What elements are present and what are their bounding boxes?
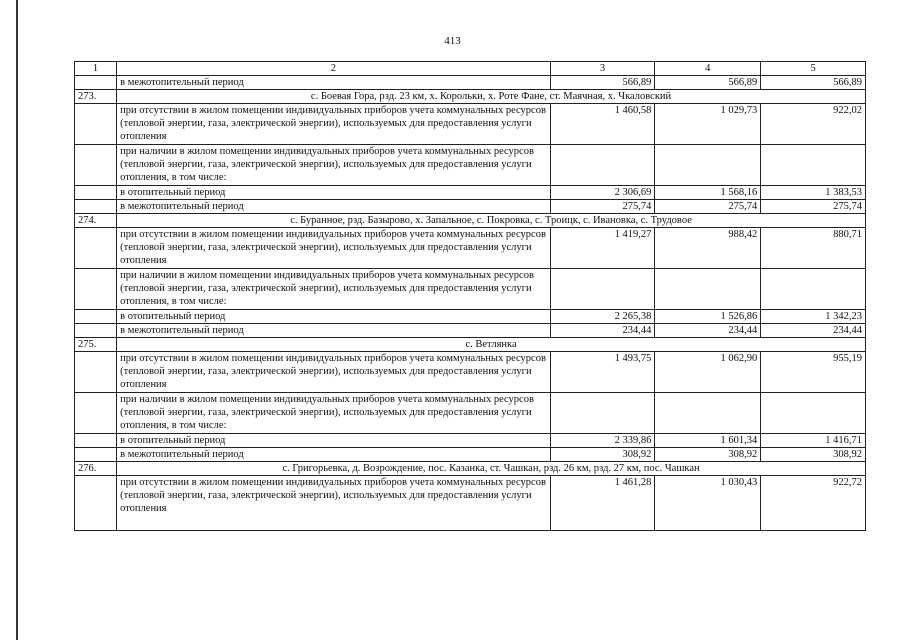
- value-col-5: 275,74: [761, 200, 866, 214]
- value-col-5: 880,71: [761, 228, 866, 269]
- value-col-4: 1 601,34: [655, 434, 761, 448]
- tariff-table-body: [75, 62, 866, 531]
- row-number-cell: [75, 200, 117, 214]
- row-number-cell: [75, 393, 117, 434]
- row-label: в межотопительный период: [117, 448, 551, 462]
- row-label: в межотопительный период: [117, 324, 551, 338]
- tariff-row: [75, 448, 866, 462]
- tariff-row: [75, 145, 866, 186]
- row-number-cell: [75, 476, 117, 531]
- value-col-3: 2 306,69: [550, 186, 655, 200]
- row-number-cell: [75, 448, 117, 462]
- row-label: в отопительный период: [117, 434, 551, 448]
- location-name: с. Буранное, рзд. Базырово, х. Запальное, с. Покровка, с. Троицк, с. Ивановка, с. Трудовое: [117, 214, 866, 228]
- row-label: при отсутствии в жилом помещении индивидуальных приборов учета коммунальных ресурсов (тепловой энергии, газа, электрической энергии), используемых для предоставления услуги отопления: [117, 476, 551, 531]
- value-col-5: 922,02: [761, 104, 866, 145]
- value-col-3: 1 493,75: [550, 352, 655, 393]
- location-name: с. Ветлянка: [117, 338, 866, 352]
- row-number-cell: [75, 324, 117, 338]
- row-number-cell: [75, 352, 117, 393]
- page-number: 413: [444, 35, 461, 47]
- tariff-table: [74, 61, 866, 531]
- value-col-4: 234,44: [655, 324, 761, 338]
- value-col-3: 308,92: [550, 448, 655, 462]
- value-col-5: [761, 393, 866, 434]
- row-number-cell: [75, 228, 117, 269]
- value-col-3: [550, 393, 655, 434]
- value-col-4: 1 029,73: [655, 104, 761, 145]
- value-col-5: 308,92: [761, 448, 866, 462]
- value-col-3: 275,74: [550, 200, 655, 214]
- value-col-3: 1 419,27: [550, 228, 655, 269]
- value-col-5: [761, 145, 866, 186]
- row-number-cell: [75, 434, 117, 448]
- value-col-3: [550, 145, 655, 186]
- column-header-5: 5: [761, 62, 866, 76]
- value-col-4: [655, 269, 761, 310]
- value-col-5: 922,72: [761, 476, 866, 531]
- value-col-5: 566,89: [761, 76, 866, 90]
- tariff-row: [75, 104, 866, 145]
- location-row: [75, 338, 866, 352]
- row-number-cell: [75, 186, 117, 200]
- location-number: 274.: [75, 214, 117, 228]
- row-label: в межотопительный период: [117, 200, 551, 214]
- location-name: с. Григорьевка, д. Возрождение, пос. Казанка, ст. Чашкан, рзд. 26 км, рзд. 27 км, пос. Чашкан: [117, 462, 866, 476]
- page-binding-edge: [16, 0, 18, 640]
- column-number-header-row: [75, 62, 866, 76]
- location-name: с. Боевая Гора, рзд. 23 км, х. Корольки, х. Роте Фане, ст. Маячная, х. Чкаловский: [117, 90, 866, 104]
- tariff-row: [75, 476, 866, 531]
- value-col-5: 234,44: [761, 324, 866, 338]
- value-col-3: 234,44: [550, 324, 655, 338]
- tariff-row: [75, 310, 866, 324]
- value-col-3: 2 339,86: [550, 434, 655, 448]
- row-label: в межотопительный период: [117, 76, 551, 90]
- row-number-cell: [75, 145, 117, 186]
- tariff-row: [75, 324, 866, 338]
- tariff-row: [75, 352, 866, 393]
- value-col-4: 988,42: [655, 228, 761, 269]
- tariff-row: [75, 200, 866, 214]
- column-header-2: 2: [117, 62, 551, 76]
- value-col-5: 1 416,71: [761, 434, 866, 448]
- value-col-3: 2 265,38: [550, 310, 655, 324]
- value-col-4: 1 568,16: [655, 186, 761, 200]
- tariff-row: [75, 393, 866, 434]
- value-col-4: [655, 145, 761, 186]
- value-col-3: 566,89: [550, 76, 655, 90]
- row-label: в отопительный период: [117, 310, 551, 324]
- tariff-row: [75, 434, 866, 448]
- value-col-4: [655, 393, 761, 434]
- location-number: 276.: [75, 462, 117, 476]
- location-number: 273.: [75, 90, 117, 104]
- column-header-3: 3: [550, 62, 655, 76]
- row-number-cell: [75, 310, 117, 324]
- row-label: в отопительный период: [117, 186, 551, 200]
- value-col-4: 1 062,90: [655, 352, 761, 393]
- row-number-cell: [75, 269, 117, 310]
- row-number-cell: [75, 104, 117, 145]
- value-col-4: 308,92: [655, 448, 761, 462]
- value-col-5: [761, 269, 866, 310]
- value-col-5: 955,19: [761, 352, 866, 393]
- row-label: при отсутствии в жилом помещении индивидуальных приборов учета коммунальных ресурсов (тепловой энергии, газа, электрической энергии), используемых для предоставления услуги отопления: [117, 228, 551, 269]
- location-row: [75, 90, 866, 104]
- row-label: при наличии в жилом помещении индивидуальных приборов учета коммунальных ресурсов (тепловой энергии, газа, электрической энергии), используемых для предоставления услуги отопления, в том числе:: [117, 393, 551, 434]
- value-col-3: [550, 269, 655, 310]
- value-col-5: 1 342,23: [761, 310, 866, 324]
- value-col-4: 1 030,43: [655, 476, 761, 531]
- row-label: при наличии в жилом помещении индивидуальных приборов учета коммунальных ресурсов (тепловой энергии, газа, электрической энергии), используемых для предоставления услуги отопления, в том числе:: [117, 269, 551, 310]
- value-col-4: 275,74: [655, 200, 761, 214]
- location-number: 275.: [75, 338, 117, 352]
- row-number-cell: [75, 76, 117, 90]
- value-col-4: 566,89: [655, 76, 761, 90]
- value-col-3: 1 461,28: [550, 476, 655, 531]
- tariff-row: [75, 269, 866, 310]
- row-label: при отсутствии в жилом помещении индивидуальных приборов учета коммунальных ресурсов (тепловой энергии, газа, электрической энергии), используемых для предоставления услуги отопления: [117, 352, 551, 393]
- row-label: при наличии в жилом помещении индивидуальных приборов учета коммунальных ресурсов (тепловой энергии, газа, электрической энергии), используемых для предоставления услуги отопления, в том числе:: [117, 145, 551, 186]
- value-col-4: 1 526,86: [655, 310, 761, 324]
- tariff-row: [75, 76, 866, 90]
- value-col-3: 1 460,58: [550, 104, 655, 145]
- tariff-row: [75, 228, 866, 269]
- tariff-row: [75, 186, 866, 200]
- row-label: при отсутствии в жилом помещении индивидуальных приборов учета коммунальных ресурсов (тепловой энергии, газа, электрической энергии), используемых для предоставления услуги отопления: [117, 104, 551, 145]
- value-col-5: 1 383,53: [761, 186, 866, 200]
- column-header-4: 4: [655, 62, 761, 76]
- location-row: [75, 462, 866, 476]
- column-header-1: 1: [75, 62, 117, 76]
- location-row: [75, 214, 866, 228]
